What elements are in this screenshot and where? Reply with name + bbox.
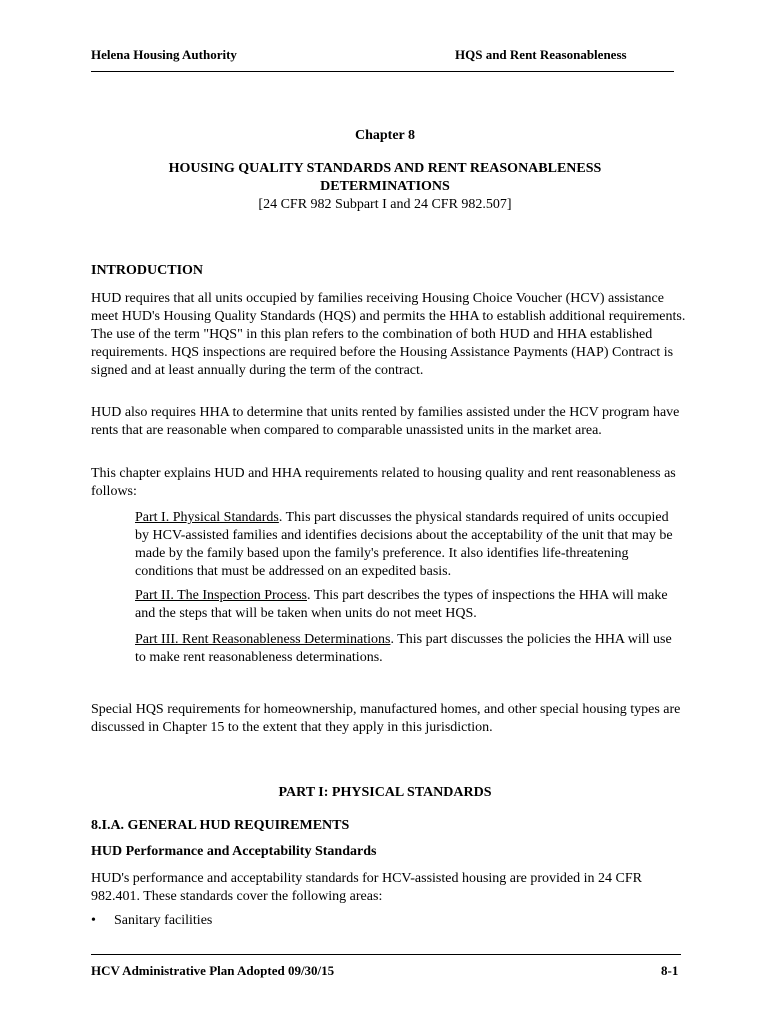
chapter-citation: [24 CFR 982 Subpart I and 24 CFR 982.507] <box>258 197 512 212</box>
page-number: 8-1 <box>661 963 679 978</box>
introduction-heading: INTRODUCTION <box>91 263 204 278</box>
part-text-2: . This part describes the types of inspections the HHA will make and the steps that will be taken when units do not meet HQS. <box>135 588 668 621</box>
intro-paragraph-4: Special HQS requirements for homeownership, manufactured homes, and other special housing types are discussed in Chapter 15 to the extent that they apply in this jurisdiction. <box>91 702 681 735</box>
chapter-title-line2: DETERMINATIONS <box>320 179 450 194</box>
footer-left: HCV Administrative Plan Adopted 09/30/15 <box>91 963 335 978</box>
header-rule <box>91 71 674 72</box>
section-heading: 8.I.A. GENERAL HUD REQUIREMENTS <box>91 818 350 833</box>
header-left: Helena Housing Authority <box>91 47 237 62</box>
chapter-number: Chapter 8 <box>354 128 416 143</box>
header-right: HQS and Rent Reasonableness <box>455 47 627 62</box>
part-link-3[interactable]: Part III. Rent Reasonableness Determinations <box>135 632 391 647</box>
bullet-list <box>91 913 212 929</box>
chapter-title-line1: HOUSING QUALITY STANDARDS AND RENT REASONABLENESS <box>168 161 602 176</box>
intro-paragraph-3: This chapter explains HUD and HHA requirements related to housing quality and rent reasonableness as follows: <box>91 466 676 499</box>
part1-paragraph-1: HUD's performance and acceptability standards for HCV-assisted housing are provided in 24 CFR 982.401. These standards cover the following areas: <box>91 871 642 904</box>
intro-paragraph-1: HUD requires that all units occupied by families receiving Housing Choice Voucher (HCV) assistance meet HUD's Housing Quality Standards (HQS) and permits the HHA to establish additional requirements. The use of the term "HQS" in this plan refers to the combination of both HUD and HHA established requirements. HQS inspections are required before the Housing Assistance Payments (HAP) Contract is signed and at least annually during the term of the contract. <box>91 291 686 378</box>
part-item-1 <box>135 509 685 581</box>
footer-rule <box>91 954 681 955</box>
intro-paragraph-2: HUD also requires HHA to determine that units rented by families assisted under the HCV program have rents that are reasonable when compared to comparable unassisted units in the market area. <box>91 405 680 438</box>
part-item-2 <box>135 587 685 623</box>
part-link-1[interactable]: Part I. Physical Standards <box>135 510 279 525</box>
part-item-3 <box>135 631 685 667</box>
part-text-3: . This part discusses the policies the HHA will use to make rent reasonableness determinations. <box>135 632 672 665</box>
subsection-heading: HUD Performance and Acceptability Standards <box>91 844 377 859</box>
part-text-1: . This part discusses the physical standards required of units occupied by HCV-assisted families and identifies decisions about the acceptability of the unit that may be made by the family based upon the family's preference. It also identifies life-threatening conditions that must be addressed on an expedited basis. <box>135 510 673 579</box>
part-link-2[interactable]: Part II. The Inspection Process <box>135 588 307 603</box>
bullet-item: Sanitary facilities <box>114 913 213 928</box>
part1-heading: PART I: PHYSICAL STANDARDS <box>278 785 492 800</box>
bullet-dot-icon: • <box>91 913 96 928</box>
